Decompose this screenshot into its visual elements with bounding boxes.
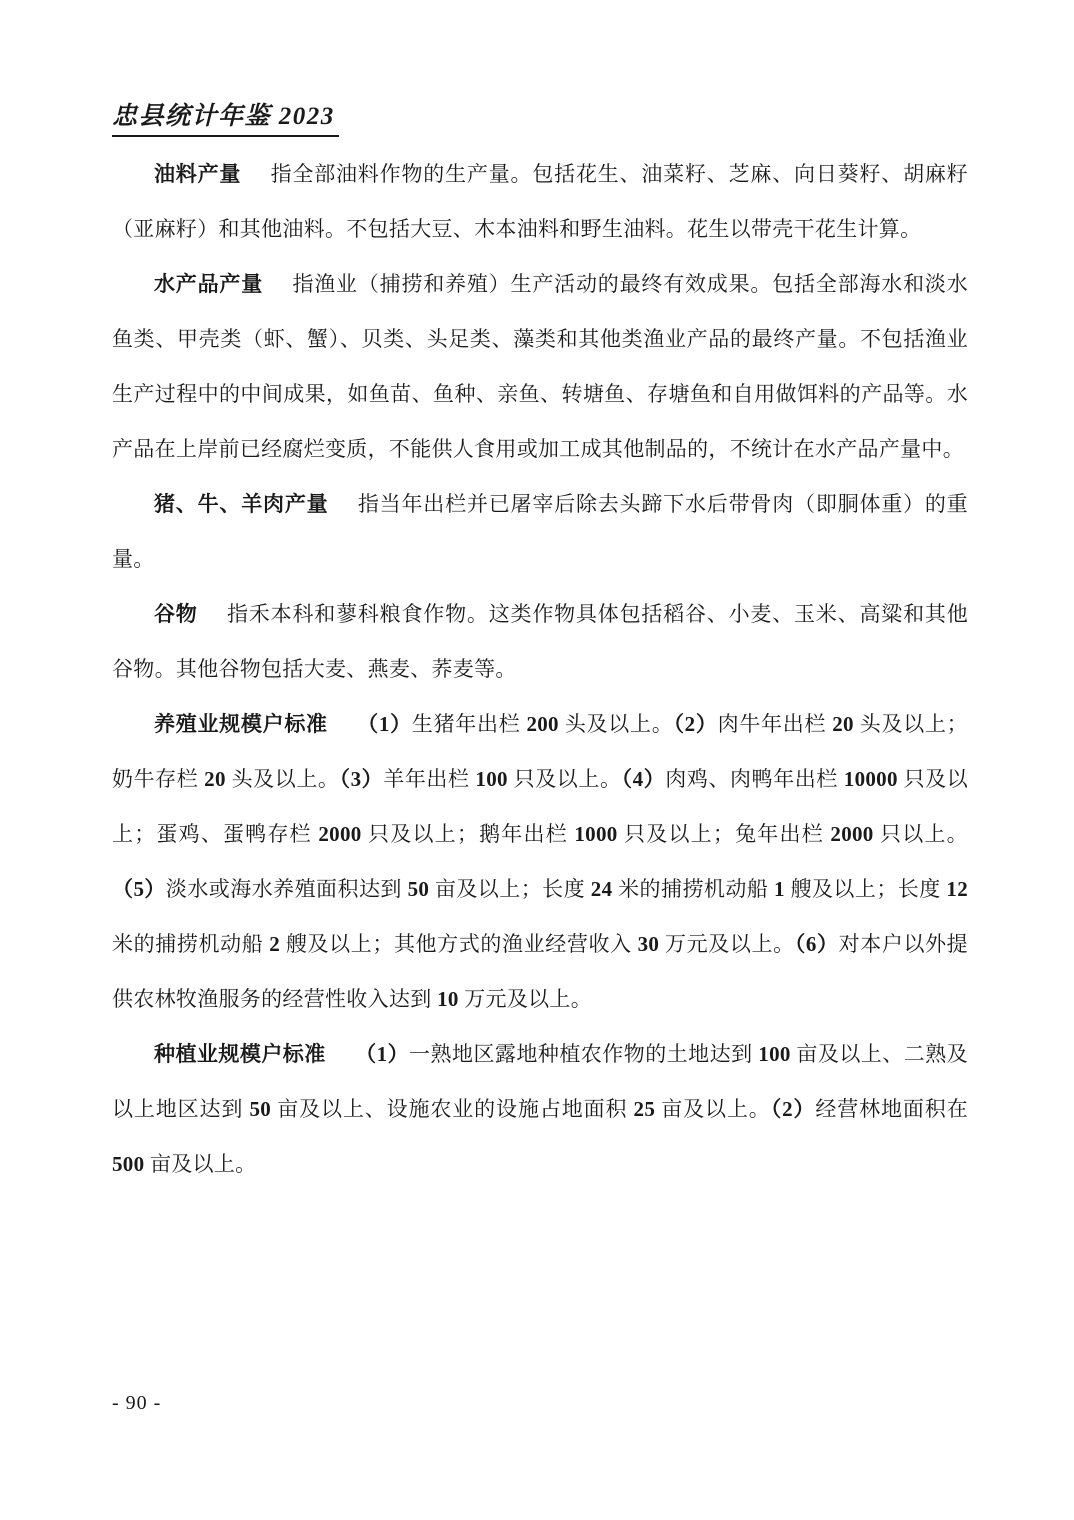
document-title: 忠县统计年鉴 2023 (112, 96, 339, 137)
definition-text: 指当年出栏并已屠宰后除去头蹄下水后带骨肉（即胴体重）的重量。 (112, 492, 968, 571)
definition-paragraph (112, 477, 968, 587)
definition-text: （1）一熟地区露地种植农作物的土地达到 100 亩及以上、二熟及以上地区达到 50 亩及以上、设施农业的设施占地面积 25 亩及以上。（2）经营林地面积在 500 亩及以上。 (112, 1042, 968, 1176)
definition-term: 油料产量 (154, 162, 242, 186)
page-number: - 90 - (112, 1392, 162, 1414)
definition-term: 养殖业规模户标准 (154, 712, 328, 736)
definition-paragraph (112, 697, 968, 1027)
definition-term: 谷物 (154, 602, 198, 626)
definition-text: 指渔业（捕捞和养殖）生产活动的最终有效成果。包括全部海水和淡水鱼类、甲壳类（虾、蟹）、贝类、头足类、藻类和其他类渔业产品的最终产量。不包括渔业生产过程中的中间成果，如鱼苗、鱼种、亲鱼、转塘鱼、存塘鱼和自用做饵料的产品等。水产品在上岸前已经腐烂变质，不能供人食用或加工成其他制品的，不统计在水产品产量中。 (112, 272, 969, 461)
definition-term: 水产品产量 (154, 272, 264, 296)
definition-paragraph (112, 1027, 968, 1192)
definition-term: 种植业规模户标准 (154, 1042, 326, 1066)
definition-text: 指禾本科和蓼科粮食作物。这类作物具体包括稻谷、小麦、玉米、高粱和其他谷物。其他谷物包括大麦、燕麦、荞麦等。 (112, 602, 968, 681)
definition-paragraph (112, 587, 968, 697)
definitions (112, 147, 968, 1192)
definition-term: 猪、牛、羊肉产量 (154, 492, 329, 516)
definition-paragraph (112, 147, 968, 257)
definition-text: （1）生猪年出栏 200 头及以上。（2）肉牛年出栏 20 头及以上；奶牛存栏 20 头及以上。（3）羊年出栏 100 只及以上。（4）肉鸡、肉鸭年出栏 10000 只及以上；蛋鸡、蛋鸭存栏 2000 只及以上；鹅年出栏 1000 只及以上；兔年出栏 2000 只以上。（5）淡水或海水养殖面积达到 50 亩及以上；长度 24 米的捕捞机动船 1 艘及以上；长度 12 米的捕捞机动船 2 艘及以上；其他方式的渔业经营收入 30 万元及以上。（6）对本户以外提供农林牧渔服务的经营性收入达到 10 万元及以上。 (112, 712, 969, 1011)
definition-paragraph (112, 257, 968, 477)
definition-text: 指全部油料作物的生产量。包括花生、油菜籽、芝麻、向日葵籽、胡麻籽（亚麻籽）和其他油料。不包括大豆、木本油料和野生油料。花生以带壳干花生计算。 (112, 162, 968, 241)
